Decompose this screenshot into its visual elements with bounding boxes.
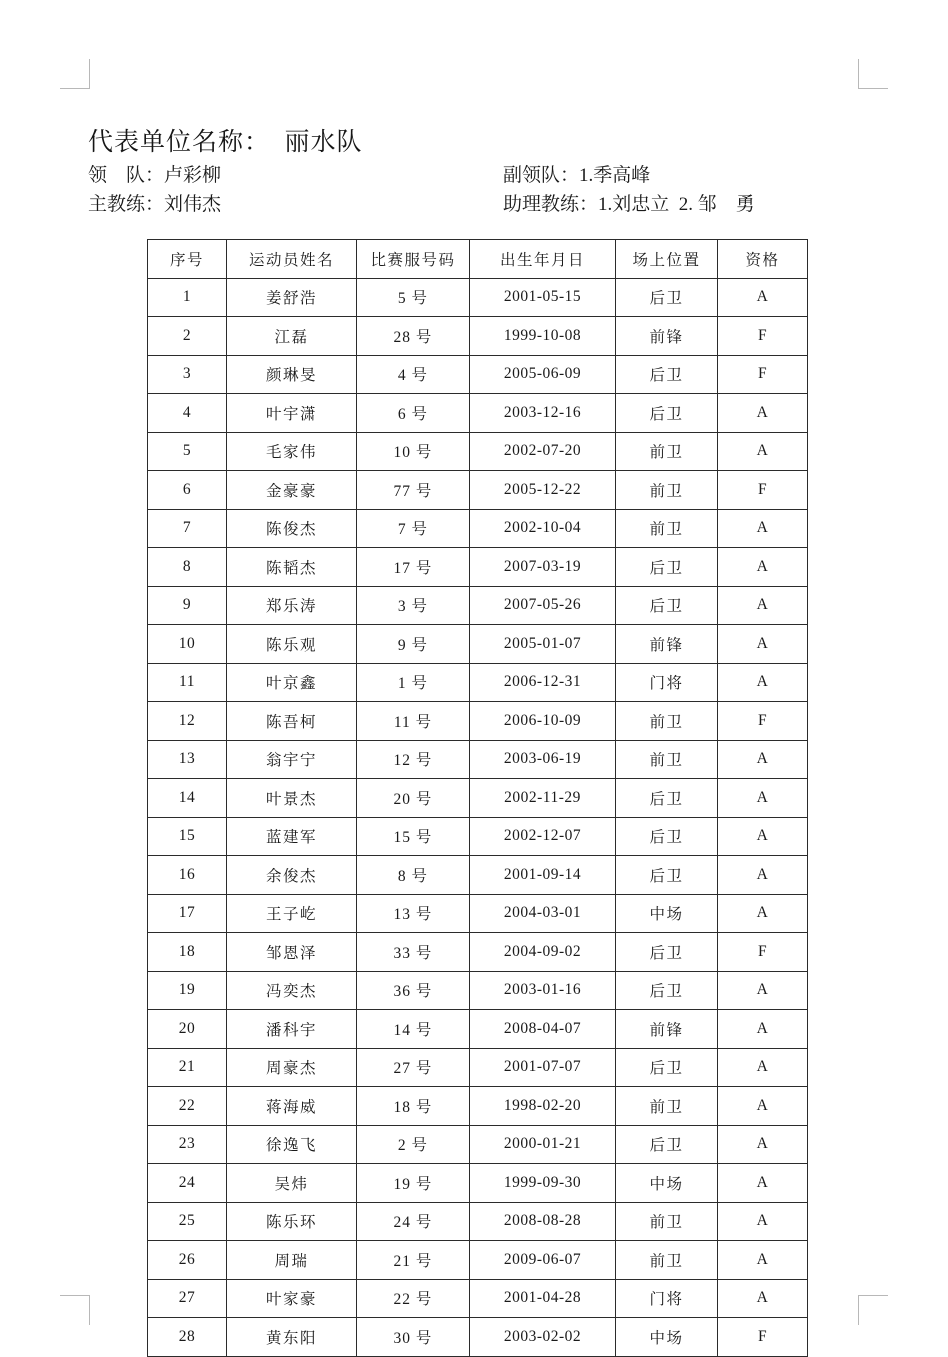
cell-qualification: A: [718, 740, 808, 779]
table-row: [148, 1202, 808, 1241]
table-row: [148, 1010, 808, 1049]
cell-index: 24: [148, 1164, 227, 1203]
cell-athlete-name: 邹恩泽: [227, 933, 357, 972]
cell-birth-date: 2004-09-02: [470, 933, 616, 972]
cell-field-position: 前卫: [616, 509, 718, 548]
cell-birth-date: 2005-12-22: [470, 471, 616, 510]
cell-index: 20: [148, 1010, 227, 1049]
table-row: [148, 1241, 808, 1280]
cell-athlete-name: 毛家伟: [227, 432, 357, 471]
cell-athlete-name: 郑乐涛: [227, 586, 357, 625]
table-row: [148, 625, 808, 664]
staff-row-coach: [88, 190, 948, 219]
cell-index: 28: [148, 1318, 227, 1357]
staff-row-leader: [88, 161, 948, 190]
table-row: [148, 1164, 808, 1203]
cell-index: 13: [148, 740, 227, 779]
cell-qualification: A: [718, 394, 808, 433]
cell-athlete-name: 余俊杰: [227, 856, 357, 895]
cell-qualification: A: [718, 1010, 808, 1049]
cell-athlete-name: 王子屹: [227, 894, 357, 933]
cell-athlete-name: 陈乐环: [227, 1202, 357, 1241]
cell-birth-date: 2005-01-07: [470, 625, 616, 664]
cell-birth-date: 2005-06-09: [470, 355, 616, 394]
staff-info-block: [0, 161, 948, 220]
crop-mark-bottom-left-vertical: [89, 1295, 90, 1325]
cell-field-position: 后卫: [616, 817, 718, 856]
cell-index: 8: [148, 548, 227, 587]
cell-field-position: 前卫: [616, 740, 718, 779]
cell-shirt-number: 20 号: [357, 779, 470, 818]
table-row: [148, 355, 808, 394]
cell-field-position: 后卫: [616, 856, 718, 895]
cell-birth-date: 2008-04-07: [470, 1010, 616, 1049]
cell-athlete-name: 徐逸飞: [227, 1125, 357, 1164]
team-leader-label: 领 队：卢彩柳: [88, 165, 222, 186]
cell-shirt-number: 4 号: [357, 355, 470, 394]
cell-shirt-number: 1 号: [357, 663, 470, 702]
cell-field-position: 前卫: [616, 1202, 718, 1241]
cell-index: 25: [148, 1202, 227, 1241]
cell-shirt-number: 77 号: [357, 471, 470, 510]
cell-index: 26: [148, 1241, 227, 1280]
table-row: [148, 663, 808, 702]
crop-mark-bottom-right-vertical: [858, 1295, 859, 1325]
cell-athlete-name: 叶景杰: [227, 779, 357, 818]
table-row: [148, 1087, 808, 1126]
cell-index: 21: [148, 1048, 227, 1087]
cell-qualification: A: [718, 278, 808, 317]
cell-birth-date: 2003-02-02: [470, 1318, 616, 1357]
table-row: [148, 933, 808, 972]
cell-birth-date: 2004-03-01: [470, 894, 616, 933]
cell-qualification: F: [718, 933, 808, 972]
cell-shirt-number: 9 号: [357, 625, 470, 664]
cell-field-position: 中场: [616, 894, 718, 933]
cell-birth-date: 2002-07-20: [470, 432, 616, 471]
cell-athlete-name: 周瑞: [227, 1241, 357, 1280]
cell-qualification: A: [718, 625, 808, 664]
cell-shirt-number: 30 号: [357, 1318, 470, 1357]
table-row: [148, 971, 808, 1010]
cell-birth-date: 2002-10-04: [470, 509, 616, 548]
cell-index: 10: [148, 625, 227, 664]
crop-mark-top-left-vertical: [89, 59, 90, 89]
cell-birth-date: 2006-12-31: [470, 663, 616, 702]
cell-index: 27: [148, 1279, 227, 1318]
cell-shirt-number: 12 号: [357, 740, 470, 779]
cell-index: 7: [148, 509, 227, 548]
cell-index: 12: [148, 702, 227, 741]
cell-qualification: A: [718, 1202, 808, 1241]
cell-athlete-name: 陈吾柯: [227, 702, 357, 741]
table-row: [148, 1318, 808, 1357]
cell-birth-date: 2007-05-26: [470, 586, 616, 625]
table-row: [148, 740, 808, 779]
cell-shirt-number: 10 号: [357, 432, 470, 471]
cell-birth-date: 1998-02-20: [470, 1087, 616, 1126]
table-row: [148, 817, 808, 856]
cell-birth-date: 2003-06-19: [470, 740, 616, 779]
cell-birth-date: 2006-10-09: [470, 702, 616, 741]
cell-field-position: 后卫: [616, 394, 718, 433]
cell-athlete-name: 江磊: [227, 317, 357, 356]
cell-field-position: 后卫: [616, 779, 718, 818]
cell-birth-date: 2001-05-15: [470, 278, 616, 317]
cell-index: 22: [148, 1087, 227, 1126]
table-row: [148, 856, 808, 895]
cell-athlete-name: 姜舒浩: [227, 278, 357, 317]
cell-field-position: 门将: [616, 1279, 718, 1318]
cell-athlete-name: 冯奕杰: [227, 971, 357, 1010]
cell-qualification: A: [718, 817, 808, 856]
table-row: [148, 586, 808, 625]
cell-qualification: A: [718, 1087, 808, 1126]
cell-qualification: F: [718, 471, 808, 510]
cell-field-position: 后卫: [616, 933, 718, 972]
cell-shirt-number: 5 号: [357, 278, 470, 317]
cell-birth-date: 1999-10-08: [470, 317, 616, 356]
cell-field-position: 前卫: [616, 1087, 718, 1126]
cell-index: 14: [148, 779, 227, 818]
cell-athlete-name: 翁宇宁: [227, 740, 357, 779]
cell-birth-date: 2008-08-28: [470, 1202, 616, 1241]
cell-shirt-number: 18 号: [357, 1087, 470, 1126]
column-header-qualification: 资格: [718, 240, 808, 279]
cell-qualification: A: [718, 1279, 808, 1318]
cell-qualification: A: [718, 1125, 808, 1164]
cell-athlete-name: 陈乐观: [227, 625, 357, 664]
cell-athlete-name: 蓝建军: [227, 817, 357, 856]
cell-field-position: 后卫: [616, 586, 718, 625]
roster-table-container: [147, 239, 807, 1357]
cell-field-position: 门将: [616, 663, 718, 702]
cell-athlete-name: 周豪杰: [227, 1048, 357, 1087]
cell-qualification: F: [718, 355, 808, 394]
column-header-name: 运动员姓名: [227, 240, 357, 279]
cell-field-position: 前卫: [616, 702, 718, 741]
cell-shirt-number: 7 号: [357, 509, 470, 548]
cell-field-position: 前卫: [616, 432, 718, 471]
cell-athlete-name: 吴炜: [227, 1164, 357, 1203]
cell-index: 17: [148, 894, 227, 933]
cell-shirt-number: 2 号: [357, 1125, 470, 1164]
cell-birth-date: 2001-07-07: [470, 1048, 616, 1087]
page-title: 代表单位名称： 丽水队: [88, 129, 363, 156]
cell-shirt-number: 6 号: [357, 394, 470, 433]
roster-table-body: [148, 278, 808, 1356]
cell-birth-date: 2009-06-07: [470, 1241, 616, 1280]
cell-shirt-number: 13 号: [357, 894, 470, 933]
assistant-coach-label: 助理教练：1.刘忠立 2. 邹 勇: [503, 194, 755, 216]
cell-qualification: A: [718, 509, 808, 548]
cell-shirt-number: 3 号: [357, 586, 470, 625]
cell-athlete-name: 叶京鑫: [227, 663, 357, 702]
cell-athlete-name: 潘科宇: [227, 1010, 357, 1049]
cell-qualification: A: [718, 432, 808, 471]
cell-qualification: F: [718, 1318, 808, 1357]
cell-index: 9: [148, 586, 227, 625]
cell-athlete-name: 陈俊杰: [227, 509, 357, 548]
cell-field-position: 后卫: [616, 355, 718, 394]
table-row: [148, 394, 808, 433]
cell-athlete-name: 叶家豪: [227, 1279, 357, 1318]
cell-index: 6: [148, 471, 227, 510]
cell-shirt-number: 33 号: [357, 933, 470, 972]
cell-index: 5: [148, 432, 227, 471]
table-row: [148, 432, 808, 471]
cell-index: 16: [148, 856, 227, 895]
table-row: [148, 702, 808, 741]
cell-qualification: A: [718, 548, 808, 587]
table-row: [148, 779, 808, 818]
cell-birth-date: 2001-09-14: [470, 856, 616, 895]
cell-index: 23: [148, 1125, 227, 1164]
table-row: [148, 1125, 808, 1164]
column-header-position: 场上位置: [616, 240, 718, 279]
cell-shirt-number: 21 号: [357, 1241, 470, 1280]
cell-qualification: A: [718, 894, 808, 933]
table-header-row: [148, 240, 808, 279]
cell-index: 18: [148, 933, 227, 972]
cell-athlete-name: 蒋海威: [227, 1087, 357, 1126]
cell-qualification: F: [718, 317, 808, 356]
cell-birth-date: 2003-12-16: [470, 394, 616, 433]
cell-qualification: A: [718, 1048, 808, 1087]
deputy-leader-label: 副领队：1.季高峰: [503, 165, 651, 186]
crop-mark-top-right-horizontal: [858, 88, 888, 89]
column-header-shirt: 比赛服号码: [357, 240, 470, 279]
cell-field-position: 前锋: [616, 1010, 718, 1049]
crop-mark-bottom-right-horizontal: [858, 1295, 888, 1296]
crop-mark-bottom-left-horizontal: [60, 1295, 90, 1296]
column-header-birth: 出生年月日: [470, 240, 616, 279]
table-row: [148, 1279, 808, 1318]
cell-shirt-number: 27 号: [357, 1048, 470, 1087]
cell-athlete-name: 黄东阳: [227, 1318, 357, 1357]
table-row: [148, 509, 808, 548]
cell-shirt-number: 28 号: [357, 317, 470, 356]
cell-shirt-number: 24 号: [357, 1202, 470, 1241]
crop-mark-top-right-vertical: [858, 59, 859, 89]
cell-field-position: 后卫: [616, 1125, 718, 1164]
table-row: [148, 548, 808, 587]
document-header: [0, 126, 948, 220]
cell-qualification: F: [718, 702, 808, 741]
cell-index: 11: [148, 663, 227, 702]
cell-field-position: 后卫: [616, 971, 718, 1010]
cell-shirt-number: 22 号: [357, 1279, 470, 1318]
cell-field-position: 后卫: [616, 1048, 718, 1087]
cell-index: 15: [148, 817, 227, 856]
cell-shirt-number: 36 号: [357, 971, 470, 1010]
cell-qualification: A: [718, 663, 808, 702]
head-coach-label: 主教练：刘伟杰: [88, 194, 222, 216]
cell-field-position: 后卫: [616, 548, 718, 587]
cell-index: 19: [148, 971, 227, 1010]
cell-birth-date: 2002-12-07: [470, 817, 616, 856]
cell-field-position: 中场: [616, 1318, 718, 1357]
cell-birth-date: 2000-01-21: [470, 1125, 616, 1164]
cell-birth-date: 2001-04-28: [470, 1279, 616, 1318]
cell-qualification: A: [718, 779, 808, 818]
cell-index: 3: [148, 355, 227, 394]
cell-shirt-number: 14 号: [357, 1010, 470, 1049]
table-row: [148, 278, 808, 317]
table-row: [148, 471, 808, 510]
cell-qualification: A: [718, 1164, 808, 1203]
cell-shirt-number: 15 号: [357, 817, 470, 856]
cell-birth-date: 2003-01-16: [470, 971, 616, 1010]
table-row: [148, 1048, 808, 1087]
cell-athlete-name: 叶宇潇: [227, 394, 357, 433]
cell-shirt-number: 11 号: [357, 702, 470, 741]
cell-index: 4: [148, 394, 227, 433]
cell-field-position: 前锋: [616, 625, 718, 664]
cell-field-position: 前卫: [616, 471, 718, 510]
cell-qualification: A: [718, 856, 808, 895]
cell-index: 2: [148, 317, 227, 356]
cell-field-position: 后卫: [616, 278, 718, 317]
cell-index: 1: [148, 278, 227, 317]
crop-mark-top-left-horizontal: [60, 88, 90, 89]
cell-athlete-name: 陈韬杰: [227, 548, 357, 587]
table-row: [148, 894, 808, 933]
cell-qualification: A: [718, 971, 808, 1010]
column-header-index: 序号: [148, 240, 227, 279]
cell-birth-date: 2007-03-19: [470, 548, 616, 587]
table-row: [148, 317, 808, 356]
cell-shirt-number: 19 号: [357, 1164, 470, 1203]
cell-field-position: 中场: [616, 1164, 718, 1203]
cell-field-position: 前锋: [616, 317, 718, 356]
roster-table: [147, 239, 808, 1357]
cell-birth-date: 2002-11-29: [470, 779, 616, 818]
cell-qualification: A: [718, 586, 808, 625]
cell-birth-date: 1999-09-30: [470, 1164, 616, 1203]
cell-field-position: 前卫: [616, 1241, 718, 1280]
cell-athlete-name: 颜琳旻: [227, 355, 357, 394]
cell-shirt-number: 8 号: [357, 856, 470, 895]
cell-shirt-number: 17 号: [357, 548, 470, 587]
cell-athlete-name: 金豪豪: [227, 471, 357, 510]
cell-qualification: A: [718, 1241, 808, 1280]
